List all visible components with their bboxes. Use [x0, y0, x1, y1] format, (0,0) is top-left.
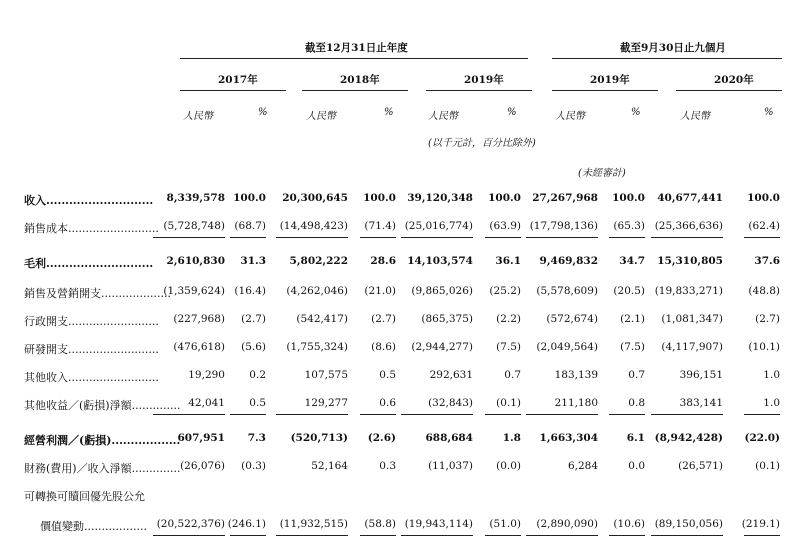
- percent-cell: (58.8): [364, 518, 396, 530]
- percent-cell: (2.7): [241, 313, 266, 325]
- rmb-column-label: 人民幣: [183, 111, 213, 122]
- amount-cell: (19,833,271): [654, 285, 723, 297]
- amount-cell: (20,522,376): [156, 518, 225, 530]
- percent-cell: 1.8: [502, 432, 521, 444]
- percent-cell: 0.0: [628, 460, 645, 472]
- percent-cell: (65.3): [613, 220, 645, 232]
- percent-cell: 34.7: [619, 255, 645, 267]
- percent-cell: (246.1): [227, 518, 266, 530]
- header-year-ended-rule: [180, 58, 528, 59]
- percent-cell: (25.2): [489, 285, 521, 297]
- row-label: 銷售及營銷開支....................: [24, 287, 171, 300]
- subtotal-rule: [651, 535, 723, 536]
- amount-cell: (11,037): [428, 460, 473, 472]
- row-label: 研發開支..........................: [24, 343, 159, 356]
- subtotal-rule: [609, 535, 645, 536]
- amount-cell: 15,310,805: [657, 255, 723, 267]
- unit-note: (以千元計，百分比除外): [428, 138, 536, 149]
- year-header-rule: [552, 90, 658, 91]
- amount-cell: 42,041: [188, 397, 225, 409]
- amount-cell: 688,684: [425, 432, 473, 444]
- subtotal-rule: [609, 414, 645, 415]
- percent-cell: (7.5): [620, 341, 645, 353]
- amount-cell: (19,943,114): [404, 518, 473, 530]
- year-header: 2017年: [218, 74, 258, 86]
- amount-cell: 19,290: [188, 369, 225, 381]
- amount-cell: (1,081,347): [661, 313, 723, 325]
- subtotal-rule: [526, 414, 598, 415]
- subtotal-rule: [744, 535, 780, 536]
- subtotal-rule: [651, 237, 723, 238]
- subtotal-rule: [276, 414, 348, 415]
- row-label: 價值變動..................: [40, 520, 147, 533]
- percent-cell: 0.2: [249, 369, 266, 381]
- amount-cell: 8,339,578: [166, 192, 225, 204]
- subtotal-rule: [526, 237, 598, 238]
- percent-cell: (51.0): [489, 518, 521, 530]
- percent-cell: 100.0: [747, 192, 780, 204]
- percent-cell: 0.7: [628, 369, 645, 381]
- subtotal-rule: [360, 414, 396, 415]
- subtotal-rule: [401, 414, 473, 415]
- subtotal-rule: [744, 237, 780, 238]
- year-header: 2019年: [464, 74, 504, 86]
- subtotal-rule: [230, 535, 266, 536]
- subtotal-rule: [360, 535, 396, 536]
- percent-cell: 1.0: [763, 397, 780, 409]
- percent-cell: (10.1): [748, 341, 780, 353]
- percent-cell: (2.1): [620, 313, 645, 325]
- percent-cell: 0.3: [379, 460, 396, 472]
- percent-cell: (5.6): [241, 341, 266, 353]
- percent-cell: (2.6): [367, 432, 396, 444]
- subtotal-rule: [153, 237, 225, 238]
- percent-cell: 7.3: [247, 432, 266, 444]
- percent-cell: 0.7: [504, 369, 521, 381]
- percent-cell: 100.0: [363, 192, 396, 204]
- subtotal-rule: [276, 535, 348, 536]
- row-label: 銷售成本..........................: [24, 222, 159, 235]
- amount-cell: (32,843): [428, 397, 473, 409]
- year-header-rule: [426, 90, 532, 91]
- percent-cell: 1.0: [763, 369, 780, 381]
- subtotal-rule: [401, 535, 473, 536]
- percent-cell: (63.9): [489, 220, 521, 232]
- header-nine-months-rule: [552, 58, 782, 59]
- amount-cell: 20,300,645: [282, 192, 348, 204]
- amount-cell: (1,755,324): [286, 341, 348, 353]
- percent-cell: 31.3: [240, 255, 266, 267]
- percent-cell: (10.6): [613, 518, 645, 530]
- subtotal-rule: [153, 535, 225, 536]
- amount-cell: (4,117,907): [661, 341, 723, 353]
- amount-cell: (4,262,046): [286, 285, 348, 297]
- row-label: 收入............................: [24, 194, 154, 207]
- amount-cell: 383,141: [679, 397, 723, 409]
- percent-cell: (71.4): [364, 220, 396, 232]
- percent-cell: 100.0: [612, 192, 645, 204]
- pct-column-label: %: [631, 107, 641, 118]
- amount-cell: 5,802,222: [289, 255, 348, 267]
- pct-column-label: %: [384, 107, 394, 118]
- amount-cell: (5,728,748): [163, 220, 225, 232]
- percent-cell: (48.8): [748, 285, 780, 297]
- percent-cell: 6.1: [626, 432, 645, 444]
- amount-cell: 40,677,441: [657, 192, 723, 204]
- percent-cell: (68.7): [234, 220, 266, 232]
- percent-cell: 0.5: [379, 369, 396, 381]
- year-header-rule: [676, 90, 782, 91]
- amount-cell: 211,180: [554, 397, 598, 409]
- amount-cell: 14,103,574: [407, 255, 473, 267]
- amount-cell: 6,284: [567, 460, 598, 472]
- percent-cell: 100.0: [488, 192, 521, 204]
- percent-cell: (16.4): [234, 285, 266, 297]
- amount-cell: (542,417): [296, 313, 348, 325]
- amount-cell: (227,968): [173, 313, 225, 325]
- subtotal-rule: [526, 535, 598, 536]
- amount-cell: 39,120,348: [407, 192, 473, 204]
- amount-cell: (89,150,056): [654, 518, 723, 530]
- rmb-column-label: 人民幣: [555, 111, 585, 122]
- pct-column-label: %: [258, 107, 268, 118]
- amount-cell: (25,366,636): [654, 220, 723, 232]
- percent-cell: (0.1): [496, 397, 521, 409]
- row-label: 經營利潤／(虧損)..................: [24, 434, 181, 447]
- rmb-column-label: 人民幣: [680, 111, 710, 122]
- amount-cell: 9,469,832: [539, 255, 598, 267]
- percent-cell: (2.7): [371, 313, 396, 325]
- amount-cell: 129,277: [304, 397, 348, 409]
- percent-cell: 0.6: [379, 397, 396, 409]
- subtotal-rule: [744, 414, 780, 415]
- subtotal-rule: [485, 237, 521, 238]
- row-label: 可轉換可贖回優先股公允: [24, 490, 145, 503]
- percent-cell: 0.8: [628, 397, 645, 409]
- percent-cell: (20.5): [613, 285, 645, 297]
- subtotal-rule: [485, 535, 521, 536]
- amount-cell: (14,498,423): [279, 220, 348, 232]
- subtotal-rule: [360, 237, 396, 238]
- subtotal-rule: [485, 414, 521, 415]
- header-nine-months: 截至9月30日止九個月: [620, 42, 726, 54]
- amount-cell: 107,575: [304, 369, 348, 381]
- amount-cell: (17,798,136): [529, 220, 598, 232]
- amount-cell: (2,890,090): [536, 518, 598, 530]
- amount-cell: (26,571): [678, 460, 723, 472]
- year-header-rule: [302, 90, 408, 91]
- subtotal-rule: [401, 237, 473, 238]
- amount-cell: 1,663,304: [539, 432, 598, 444]
- amount-cell: 27,267,968: [532, 192, 598, 204]
- percent-cell: 0.5: [249, 397, 266, 409]
- amount-cell: (8,942,428): [654, 432, 723, 444]
- amount-cell: 607,951: [177, 432, 225, 444]
- amount-cell: 52,164: [311, 460, 348, 472]
- amount-cell: 2,610,830: [166, 255, 225, 267]
- amount-cell: (2,049,564): [536, 341, 598, 353]
- percent-cell: (0.3): [241, 460, 266, 472]
- percent-cell: (2.2): [496, 313, 521, 325]
- amount-cell: 292,631: [429, 369, 473, 381]
- row-label: 毛利............................: [24, 257, 154, 270]
- percent-cell: (219.1): [741, 518, 780, 530]
- percent-cell: 37.6: [754, 255, 780, 267]
- rmb-column-label: 人民幣: [306, 111, 336, 122]
- subtotal-rule: [276, 237, 348, 238]
- year-header: 2018年: [340, 74, 380, 86]
- unaudited-note: (未經審計): [578, 168, 626, 179]
- percent-cell: (0.1): [755, 460, 780, 472]
- amount-cell: (2,944,277): [411, 341, 473, 353]
- subtotal-rule: [230, 414, 266, 415]
- percent-cell: (0.0): [496, 460, 521, 472]
- percent-cell: 36.1: [495, 255, 521, 267]
- amount-cell: (865,375): [421, 313, 473, 325]
- percent-cell: (7.5): [496, 341, 521, 353]
- amount-cell: 183,139: [554, 369, 598, 381]
- amount-cell: (476,618): [173, 341, 225, 353]
- year-header-rule: [180, 90, 286, 91]
- percent-cell: (8.6): [371, 341, 396, 353]
- amount-cell: (572,674): [546, 313, 598, 325]
- subtotal-rule: [153, 414, 225, 415]
- pct-column-label: %: [764, 107, 774, 118]
- amount-cell: (520,713): [290, 432, 348, 444]
- subtotal-rule: [230, 237, 266, 238]
- header-year-ended: 截至12月31日止年度: [305, 42, 408, 54]
- amount-cell: (9,865,026): [411, 285, 473, 297]
- year-header: 2019年: [590, 74, 630, 86]
- percent-cell: (21.0): [364, 285, 396, 297]
- percent-cell: (22.0): [744, 432, 780, 444]
- row-label: 其他收入..........................: [24, 371, 159, 384]
- amount-cell: (26,076): [180, 460, 225, 472]
- percent-cell: (2.7): [755, 313, 780, 325]
- amount-cell: (5,578,609): [536, 285, 598, 297]
- amount-cell: (11,932,515): [279, 518, 348, 530]
- amount-cell: 396,151: [679, 369, 723, 381]
- amount-cell: (25,016,774): [404, 220, 473, 232]
- subtotal-rule: [651, 414, 723, 415]
- subtotal-rule: [609, 237, 645, 238]
- row-label: 財務(費用)／收入淨額..............: [24, 462, 181, 475]
- row-label: 行政開支..........................: [24, 315, 159, 328]
- percent-cell: 28.6: [370, 255, 396, 267]
- year-header: 2020年: [714, 74, 754, 86]
- row-label: 其他收益／(虧損)淨額..............: [24, 399, 181, 412]
- percent-cell: 100.0: [233, 192, 266, 204]
- amount-cell: (1,359,624): [163, 285, 225, 297]
- rmb-column-label: 人民幣: [428, 111, 458, 122]
- percent-cell: (62.4): [748, 220, 780, 232]
- pct-column-label: %: [507, 107, 517, 118]
